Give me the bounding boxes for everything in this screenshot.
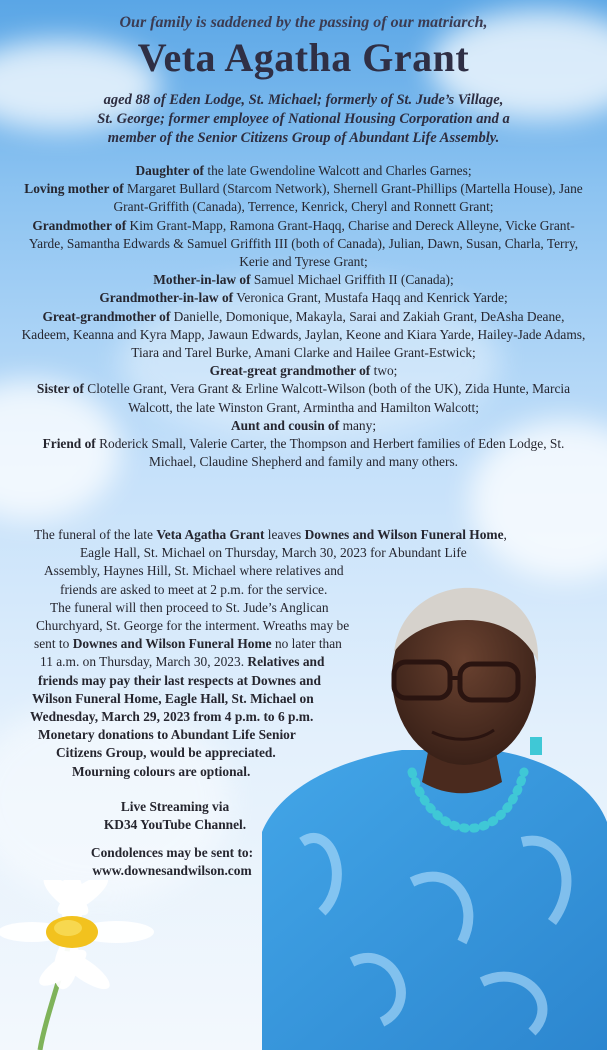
relation-text: many; bbox=[339, 417, 377, 433]
relation-label: Loving mother of bbox=[24, 181, 124, 197]
subtitle-line: St. George; former employee of National Housing Corporation and a bbox=[97, 111, 510, 127]
relation-label: Daughter of bbox=[135, 163, 205, 178]
relation-item bbox=[29, 218, 578, 269]
relation-item bbox=[43, 436, 565, 469]
daisy-illustration bbox=[0, 880, 200, 1050]
condolences-line: Condolences may be sent to: bbox=[90, 845, 254, 860]
relation-label: Grandmother-in-law of bbox=[99, 290, 234, 306]
condolences-website: www.downesandwilson.com bbox=[92, 863, 252, 878]
relation-item bbox=[231, 418, 376, 433]
funeral-line: Wednesday, March 29, 2023 from 4 p.m. to 6 p.m. bbox=[30, 709, 314, 725]
relation-label: Mother-in-law of bbox=[153, 272, 251, 288]
live-streaming-info bbox=[25, 798, 325, 834]
deceased-name: Veta Agatha Grant bbox=[137, 35, 470, 80]
relation-label: Friend of bbox=[42, 436, 96, 452]
funeral-line: Monetary donations to Abundant Life Senior bbox=[38, 727, 296, 743]
intro-line: Our family is saddened by the passing of our matriarch, bbox=[119, 14, 488, 31]
relation-text: the late Gwendoline Walcott and Charles Garnes; bbox=[204, 163, 472, 178]
streaming-line: Live Streaming via bbox=[120, 799, 230, 814]
subtitle-block bbox=[40, 91, 567, 148]
relation-label: Great-grandmother of bbox=[42, 308, 171, 324]
relation-item bbox=[99, 290, 507, 305]
funeral-text: sent to bbox=[34, 636, 73, 652]
relations-list bbox=[20, 162, 587, 471]
funeral-text: leaves bbox=[264, 527, 305, 542]
subtitle-line: member of the Senior Citizens Group of Abundant Life Assembly. bbox=[107, 130, 500, 146]
relation-label: Grandmother of bbox=[32, 217, 127, 233]
streaming-line: KD34 YouTube Channel. bbox=[103, 817, 247, 832]
funeral-line: Assembly, Haynes Hill, St. Michael where relatives and bbox=[44, 563, 344, 579]
funeral-line bbox=[28, 653, 573, 671]
funeral-text: , bbox=[503, 527, 507, 542]
funeral-text: no later than bbox=[271, 636, 342, 652]
funeral-line: friends may pay their last respects at Downes and bbox=[38, 672, 321, 688]
funeral-text-bold: Relatives and bbox=[247, 654, 325, 670]
relation-item bbox=[24, 181, 582, 214]
funeral-line bbox=[28, 526, 573, 544]
funeral-text: 11 a.m. on Thursday, March 30, 2023. bbox=[40, 654, 248, 670]
relation-item bbox=[37, 381, 570, 414]
relation-text: Kim Grant-Mapp, Ramona Grant-Haqq, Charise and Dereck Alleyne, Vicke Grant-Yarde, Samantha Edwards & Samuel Griffith III (both of Canada), Julian, Dawn, Susan, Charla, Terry, Kerie and Tyrese Grant; bbox=[28, 217, 579, 270]
relation-item bbox=[210, 363, 398, 378]
funeral-line: The funeral will then proceed to St. Jude’s Anglican bbox=[50, 599, 329, 615]
relation-item bbox=[135, 163, 471, 178]
funeral-text: The funeral of the late bbox=[34, 527, 157, 542]
relation-text: Clotelle Grant, Vera Grant & Erline Walcott-Wilson (both of the UK), Zida Hunte, Marcia Walcott, the late Winston Grant, Armintha and Hamilton Walcott; bbox=[83, 381, 571, 415]
funeral-name: Veta Agatha Grant bbox=[156, 527, 265, 542]
condolences-info bbox=[22, 844, 322, 880]
funeral-line: friends are asked to meet at 2 p.m. for the service. bbox=[60, 581, 328, 597]
funeral-line bbox=[28, 635, 573, 653]
relation-label: Great-great grandmother of bbox=[209, 363, 371, 379]
relation-item bbox=[153, 272, 453, 287]
funeral-line: Eagle Hall, St. Michael on Thursday, March 30, 2023 for Abundant Life bbox=[80, 545, 467, 561]
funeral-line: Wilson Funeral Home, Eagle Hall, St. Michael on bbox=[32, 690, 314, 706]
relation-label: Sister of bbox=[36, 381, 84, 397]
funeral-line: Churchyard, St. George for the interment. Wreaths may be bbox=[36, 618, 350, 634]
relation-text: Samuel Michael Griffith II (Canada); bbox=[250, 272, 454, 288]
relation-text: Roderick Small, Valerie Carter, the Thompson and Herbert families of Eden Lodge, St. Michael, Claudine Shepherd and family and many others. bbox=[95, 436, 565, 470]
funeral-details bbox=[28, 526, 573, 781]
funeral-home-name: Downes and Wilson Funeral Home bbox=[72, 636, 272, 652]
relation-label: Aunt and cousin of bbox=[230, 417, 340, 433]
funeral-line: Citizens Group, would be appreciated. bbox=[56, 745, 276, 761]
relation-text: two; bbox=[370, 363, 398, 379]
relation-text: Danielle, Domonique, Makayla, Sarai and Zakiah Grant, DeAsha Deane, Kadeem, Keanna and Kyra Mapp, Jawaun Edwards, Jaylan, Keone and Kiara Yarde, Hailey-Jade Adams, Tiara and Tarel Burke, Amani Clarke and Hailee Grant-Estwick; bbox=[21, 308, 586, 361]
funeral-home-name: Downes and Wilson Funeral Home bbox=[304, 527, 504, 542]
relation-text: Veronica Grant, Mustafa Haqq and Kenrick Yarde; bbox=[233, 290, 508, 306]
relation-text: Margaret Bullard (Starcom Network), Shernell Grant-Phillips (Martella House), Jane Grant-Griffith (Canada), Terrence, Kenrick, Cheryl and Ronnett Grant; bbox=[113, 181, 583, 215]
relation-item bbox=[22, 309, 586, 360]
subtitle-line: aged 88 of Eden Lodge, St. Michael; formerly of St. Jude’s Village, bbox=[103, 92, 504, 108]
funeral-line: Mourning colours are optional. bbox=[72, 763, 251, 779]
